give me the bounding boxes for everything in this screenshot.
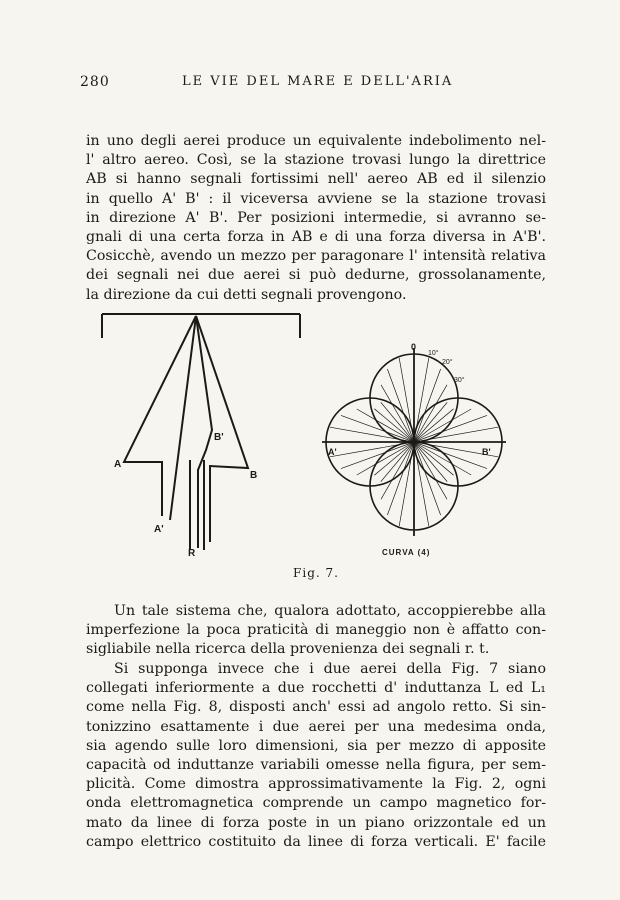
text-line: plicità. Come dimostra approssimativamente la Fig. 2, ogni xyxy=(86,776,546,793)
text-line: in quello A' B' : il viceversa avviene se la stazione trovasi xyxy=(86,190,546,207)
paragraph-2 xyxy=(86,602,546,660)
label-a: A xyxy=(114,459,122,470)
label-right: B' xyxy=(482,447,491,457)
text-line: dei segnali nei due aerei si può dedurne, grossolanamente, xyxy=(86,267,546,284)
label-b-prime: B' xyxy=(214,432,224,443)
text-line: AB si hanno segnali fortissimi nell' aereo AB ed il silenzio xyxy=(86,171,546,188)
polar-curve-diagram xyxy=(318,300,538,560)
text-line: in uno degli aerei produce un equivalente indebolimento nel- xyxy=(86,133,546,149)
text-line: sia agendo sulle loro dimensioni, sia per mezzo di apposite xyxy=(86,737,546,754)
label-20deg: 20° xyxy=(442,359,453,366)
figure-caption: Fig. 7. xyxy=(293,566,339,580)
text-line: imperfezione la poca praticità di maneggio non è affatto con- xyxy=(86,622,546,639)
label-b: B xyxy=(250,470,258,481)
text-line: Si supponga invece che i due aerei della Fig. 7 siano xyxy=(114,661,546,677)
label-r: R xyxy=(188,548,196,559)
text-line: Cosicchè, avendo un mezzo per paragonare l' intensità relativa xyxy=(86,248,546,265)
aerial-ab xyxy=(124,316,248,542)
page-header xyxy=(80,74,540,96)
text-line: in direzione A' B'. Per posizioni intermedie, si avranno se- xyxy=(86,209,546,226)
text-line: l' altro aereo. Così, se la stazione trovasi lungo la direttrice xyxy=(86,152,546,169)
loop-aerials-diagram xyxy=(86,300,306,560)
text-line: onda elettromagnetica comprende un campo magnetico for- xyxy=(86,795,546,812)
text-line: come nella Fig. 8, disposti anch' essi ad angolo retto. Si sin- xyxy=(86,699,546,716)
text-line: campo elettrico costituito da linee di forza verticali. E' facile xyxy=(86,833,546,850)
text-line: capacità od induttanze variabili omesse nella figura, per sem- xyxy=(86,756,546,773)
text-line: la direzione da cui detti segnali provengono. xyxy=(86,286,407,303)
text-line: sigliabile nella ricerca della provenienza dei segnali r. t. xyxy=(86,641,490,658)
label-10deg: 10° xyxy=(428,350,439,357)
label-a-prime: A' xyxy=(154,524,164,535)
paragraph-3 xyxy=(86,660,546,852)
text-line: mato da linee di forza poste in un piano orizzontale ed un xyxy=(86,814,546,831)
paragraph-1 xyxy=(86,132,546,305)
curve-label: CURVA (4) xyxy=(382,548,431,557)
text-line: gnali di una certa forza in AB e di una forza diversa in A'B'. xyxy=(86,228,546,245)
label-30deg: 30° xyxy=(454,377,465,384)
figure-7 xyxy=(86,300,546,580)
text-line: collegati inferiormente a due rocchetti d' induttanza L ed L₁ xyxy=(86,680,546,697)
label-left: A' xyxy=(328,447,337,457)
text-line: tonizzino esattamente i due aerei per una medesima onda, xyxy=(86,718,546,735)
page-number: 280 xyxy=(80,74,110,90)
label-top: 0 xyxy=(411,342,417,352)
running-title: LE VIE DEL MARE E DELL'ARIA xyxy=(182,74,454,89)
text-line: Un tale sistema che, qualora adottato, accoppierebbe alla xyxy=(114,603,546,619)
